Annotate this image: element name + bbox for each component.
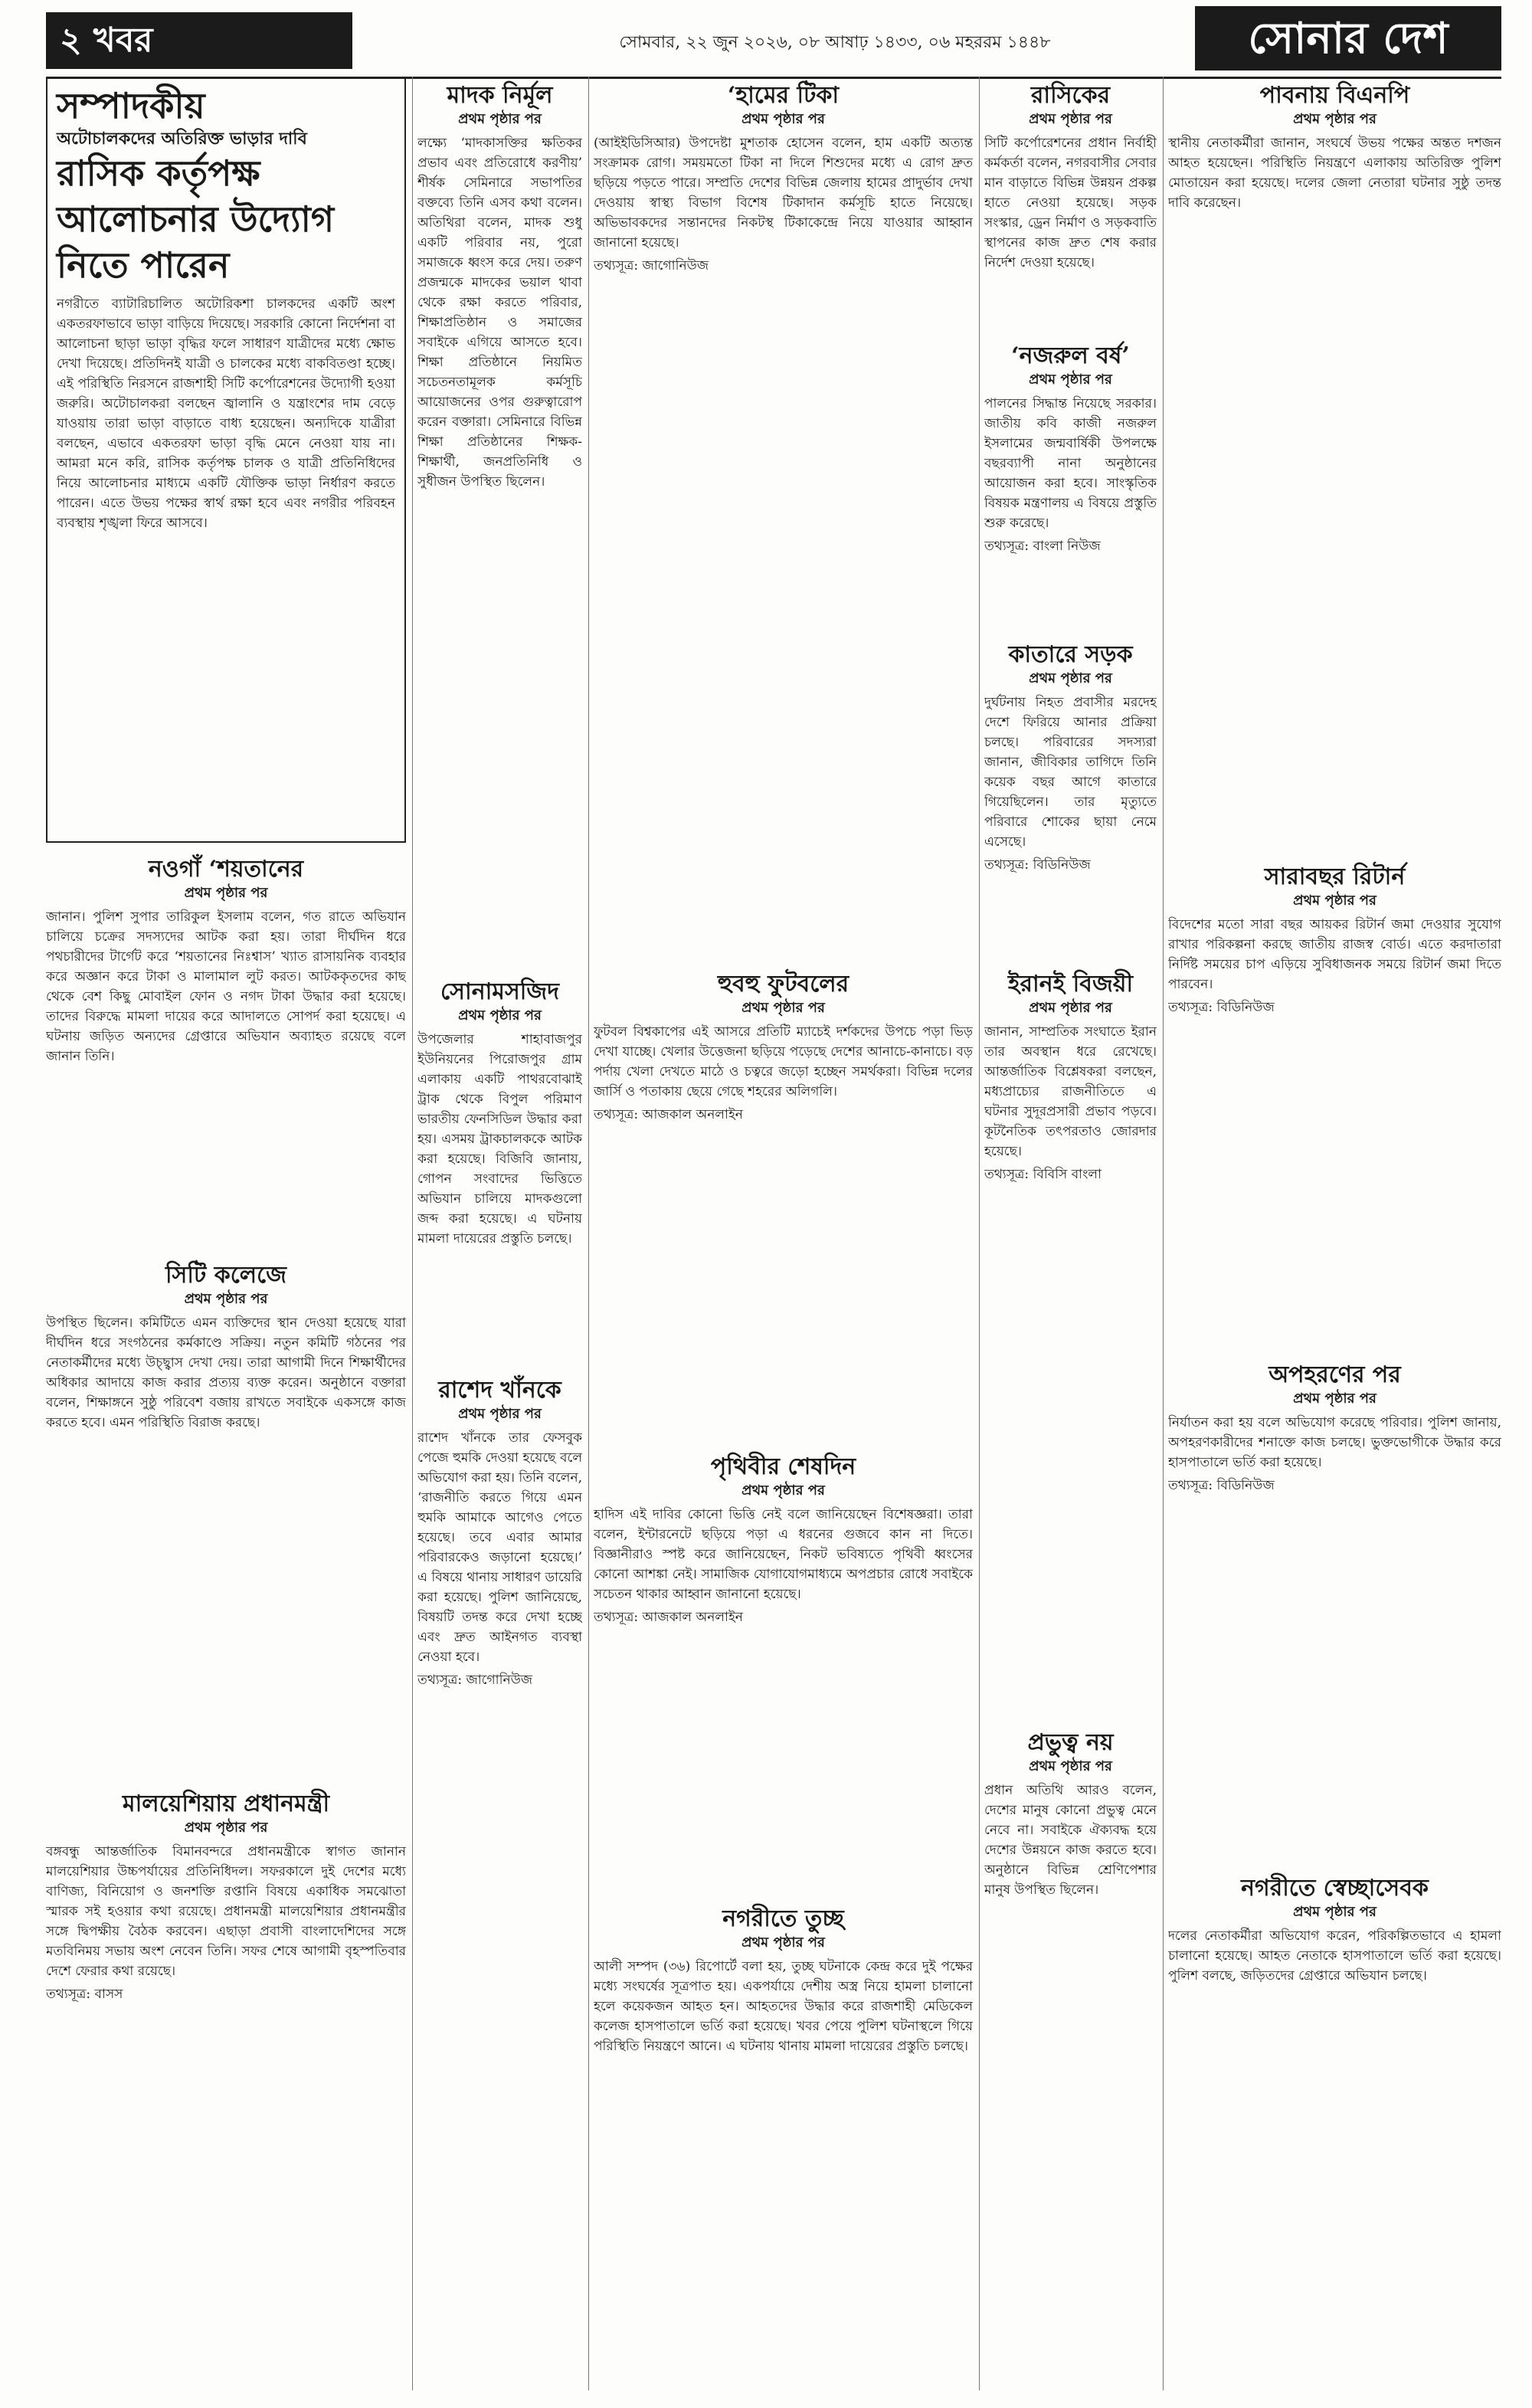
article-malaysia [46,1785,406,2390]
article-subhead: প্রথম পৃষ্ঠার পর [1293,1391,1377,1407]
article-headline: রাসিকের [1030,82,1111,109]
article-subhead: প্রথম পৃষ্ঠার পর [1029,372,1112,388]
column-divider [1163,77,1164,2390]
editorial-kicker: অটোচালকদের অতিরিক্ত ভাড়ার দাবি [57,129,307,149]
article-subhead: প্রথম পৃষ্ঠার পর [1029,111,1112,127]
article-headline: মাদক নির্মূল [447,82,553,109]
article-body: দলের নেতাকর্মীরা অভিযোগ করেন, পরিকল্পিতভাবে এ হামলা চালানো হয়েছে। আহত নেতাকে হাসপাতালে ভর্তি করা হয়েছে। পুলিশ বলছে, জড়িতদের গ্রেপ্তারে অভিযান চলছে। [1168,1928,1501,1984]
article-headline: ‘নজরুল বর্ষ’ [1011,342,1130,369]
article-body: দুর্ঘটনায় নিহত প্রবাসীর মরদেহ দেশে ফিরিয়ে আনার প্রক্রিয়া চলছে। পরিবারের সদস্যরা জানান, জীবিকার তাগিদে তিনি কয়েক বছর আগে কাতারে গিয়েছিলেন। তার মৃত্যুতে পরিবারে শোকের ছায়া নেমে এসেছে। [984,695,1157,850]
article-body: হাদিস এই দাবির কোনো ভিত্তি নেই বলে জানিয়েছেন বিশেষজ্ঞরা। তারা বলেন, ইন্টারনেটে ছড়িয়ে পড়া এ ধরনের গুজবে কান না দিতে। বিজ্ঞানীরাও স্পষ্ট করে জানিয়েছেন, নিকট ভবিষ্যতে পৃথিবী ধ্বংসের কোনো আশঙ্কা নেই। সামাজিক যোগাযোগমাধ্যমে অপপ্রচার রোধে সবাইকে সচেতন থাকার আহ্বান জানানো হয়েছে। [594,1507,973,1602]
article-body: লক্ষ্যে ‘মাদকাসক্তির ক্ষতিকর প্রভাব এবং প্রতিরোধে করণীয়’ শীর্ষক সেমিনারে সভাপতির বক্তব্যে তিনি এসব কথা বলেন। অতিথিরা বলেন, মাদক শুধু একটি পরিবার নয়, পুরো সমাজকে ধ্বংস করে দেয়। তরুণ প্রজন্মকে মাদকের ভয়াল থাবা থেকে রক্ষা করতে পরিবার, শিক্ষাপ্রতিষ্ঠান ও সমাজের সবাইকে এগিয়ে আসতে হবে। শিক্ষা প্রতিষ্ঠানে নিয়মিত সচেতনতামূলক কর্মসূচি আয়োজনের ওপর গুরুত্বারোপ করেন বক্তারা। সেমিনারে বিভিন্ন শিক্ষা প্রতিষ্ঠানের শিক্ষক-শিক্ষার্থী, জনপ্রতিনিধি ও সুধীজন উপস্থিত ছিলেন। [417,136,582,490]
article-credit: তথ্যসূত্র: বিডিনিউজ [1168,1478,1275,1493]
article-credit: তথ্যসূত্র: বিডিনিউজ [984,857,1091,873]
article-credit: তথ্যসূত্র: জাগোনিউজ [417,1672,533,1688]
article-sonamosjid [417,973,582,1364]
article-headline: সোনামসজিদ [440,978,559,1005]
article-naogaon [46,850,406,1249]
article-body: সিটি কর্পোরেশনের প্রধান নির্বাহী কর্মকর্তা বলেন, নগরবাসীর সেবার মান বাড়াতে বিভিন্ন উন্নয়ন প্রকল্প হাতে নেওয়া হয়েছে। সড়ক সংস্কার, ড্রেন নির্মাণ ও সড়কবাতি স্থাপনের কাজ দ্রুত শেষ করার নির্দেশ দেওয়া হয়েছে। [984,136,1157,270]
article-body: জানান। পুলিশ সুপার তারিকুল ইসলাম বলেন, গত রাতে অভিযান চালিয়ে চক্রের সদস্যদের আটক করা হয়। তারা দীর্ঘদিন ধরে পথচারীদের টার্গেট করে ‘শয়তানের নিঃশ্বাস’ খ্যাত রাসায়নিক ব্যবহার করে অজ্ঞান করে টাকা ও মালামাল লুট করত। আটককৃতদের কাছ থেকে বেশ কিছু মোবাইল ফোন ও নগদ টাকা উদ্ধার করা হয়েছে। তাদের বিরুদ্ধে মামলা দায়ের করে আদালতে সোপর্দ করা হয়েছে। এ ঘটনায় জড়িত অন্যদের গ্রেপ্তারে অভিযান অব্যাহত রয়েছে বলে জানান তিনি। [46,909,406,1064]
article-headline: সারাবছর রিটার্ন [1264,863,1406,890]
article-credit: তথ্যসূত্র: বাংলা নিউজ [984,539,1101,554]
article-headline: ইরানই বিজয়ী [1007,971,1134,998]
article-headline: হুবহু ফুটবলের [717,971,849,998]
article-subhead: প্রথম পৃষ্ঠার পর [458,1007,542,1024]
article-pabna [1168,77,1501,850]
article-headline: পৃথিবীর শেষদিন [710,1453,856,1480]
article-subhead: প্রথম পৃষ্ঠার পর [184,1820,268,1836]
article-prithibi [594,1448,973,1892]
article-body: নির্যাতন করা হয় বলে অভিযোগ করেছে পরিবার। পুলিশ জানায়, অপহরণকারীদের শনাক্তে কাজ চলছে। ভুক্তভোগীকে উদ্ধার করে হাসপাতালে ভর্তি করা হয়েছে। [1168,1415,1501,1470]
article-nogori [594,1900,973,2390]
article-headline: নগরীতে স্বেচ্ছাসেবক [1241,1875,1429,1902]
article-body: আলী সম্পদ (৩৬) রিপোর্টে বলা হয়, তুচ্ছ ঘটনাকে কেন্দ্র করে দুই পক্ষের মধ্যে সংঘর্ষের সূত্রপাত হয়। একপর্যায়ে দেশীয় অস্ত্র নিয়ে হামলা চালানো হলে কয়েকজন আহত হন। আহতদের উদ্ধার করে রাজশাহী মেডিকেল কলেজ হাসপাতালে ভর্তি করা হয়েছে। খবর পেয়ে পুলিশ ঘটনাস্থলে গিয়ে পরিস্থিতি নিয়ন্ত্রণে আনে। এ ঘটনায় থানায় মামলা দায়েরের প্রস্তুতি চলছে। [594,1959,973,2054]
article-subhead: প্রথম পৃষ্ঠার পর [741,1000,825,1016]
article-iran [984,965,1157,1716]
article-subhead: প্রথম পৃষ্ঠার পর [741,111,825,127]
article-madok [417,77,582,965]
page-label: ২ খবর [46,12,352,69]
article-subhead: প্রথম পৃষ্ঠার পর [458,1406,542,1422]
article-subhead: প্রথম পৃষ্ঠার পর [184,885,268,901]
article-headline: কাতারে সড়ক [1008,641,1133,668]
article-headline: প্রভুত্ব নয় [1027,1729,1114,1756]
masthead [46,6,1501,79]
article-subhead: প্রথম পৃষ্ঠার পর [458,111,542,127]
article-rashed [417,1371,582,2390]
article-body: বিদেশের মতো সারা বছর আয়কর রিটার্ন জমা দেওয়ার সুযোগ রাখার পরিকল্পনা করছে জাতীয় রাজস্ব বোর্ড। এতে করদাতারা নির্দিষ্ট সময়ের চাপ এড়িয়ে সুবিধাজনক সময়ে রিটার্ন জমা দিতে পারবেন। [1168,917,1501,992]
article-body: রাশেদ খাঁনকে তার ফেসবুক পেজে হুমকি দেওয়া হয়েছে বলে অভিযোগ করা হয়। তিনি বলেন, ‘রাজনীতি করতে গিয়ে এমন হুমকি আমাকে আগেও পেতে হয়েছে। তবে এবার আমার পরিবারকেও জড়ানো হয়েছে।’ এ বিষয়ে থানায় সাধারণ ডায়েরি করা হয়েছে। পুলিশ জানিয়েছে, বিষয়টি তদন্ত করে দেখা হচ্ছে এবং দ্রুত আইনগত ব্যবস্থা নেওয়া হবে। [417,1430,582,1665]
article-subhead: প্রথম পৃষ্ঠার পর [1029,1758,1112,1774]
article-subhead: প্রথম পৃষ্ঠার পর [1293,893,1377,909]
column-divider [588,77,589,2390]
article-hamer [594,77,973,958]
article-body: স্থানীয় নেতাকর্মীরা জানান, সংঘর্ষে উভয় পক্ষের অন্তত দশজন আহত হয়েছেন। পরিস্থিতি নিয়ন্ত্রণে এলাকায় অতিরিক্ত পুলিশ মোতায়েন করা হয়েছে। দলের জেলা নেতারা ঘটনার সুষ্ঠু তদন্ত দাবি করেছেন। [1168,136,1501,211]
article-credit: তথ্যসূত্র: আজকাল অনলাইন [594,1107,743,1122]
article-subhead: প্রথম পৃষ্ঠার পর [1293,111,1377,127]
article-football [594,965,973,1440]
newspaper-logo: সোনার দেশ [1195,6,1501,70]
editorial-body: নগরীতে ব্যাটারিচালিত অটোরিকশা চালকদের একটি অংশ একতরফাভাবে ভাড়া বাড়িয়ে দিয়েছে। সরকারি কোনো নির্দেশনা বা আলোচনা ছাড়া ভাড়া বৃদ্ধির ফলে সাধারণ যাত্রীদের মধ্যে ক্ষোভ দেখা দিয়েছে। প্রতিদিনই যাত্রী ও চালকের মধ্যে বাকবিতণ্ডা হচ্ছে। এই পরিস্থিতি নিরসনে রাজশাহী সিটি কর্পোরেশনের উদ্যোগী হওয়া জরুরি। অটোচালকরা বলছেন জ্বালানি ও যন্ত্রাংশের দাম বেড়ে যাওয়ায় তারা ভাড়া বাড়াতে বাধ্য হয়েছেন। অন্যদিকে যাত্রীরা বলছেন, এভাবে একতরফা ভাড়া বৃদ্ধি মেনে নেওয়া যায় না। আমরা মনে করি, রাসিক কর্তৃপক্ষ চালক ও যাত্রী প্রতিনিধিদের নিয়ে আলোচনার মাধ্যমে একটি যৌক্তিক ভাড়া নির্ধারণ করতে পারেন। এতে উভয় পক্ষের স্বার্থ রক্ষা হবে এবং নগরীর পরিবহন ব্যবস্থায় শৃঙ্খলা ফিরে আসবে। [57,296,395,531]
article-body: প্রধান অতিথি আরও বলেন, দেশের মানুষ কোনো প্রভুত্ব মেনে নেবে না। সবাইকে ঐক্যবদ্ধ হয়ে দেশের উন্নয়নে কাজ করতে হবে। অনুষ্ঠানে বিভিন্ন শ্রেণিপেশার মানুষ উপস্থিত ছিলেন। [984,1783,1157,1898]
article-credit: তথ্যসূত্র: আজকাল অনলাইন [594,1610,743,1625]
article-nazrul [984,337,1157,628]
article-body: ফুটবল বিশ্বকাপের এই আসরে প্রতিটি ম্যাচেই দর্শকদের উপচে পড়া ভিড় দেখা যাচ্ছে। খেলার উত্তেজনা ছড়িয়ে পড়েছে দেশের আনাচে-কানাচে। বড় পর্দায় খেলা দেখতে মাঠে ও চত্বরে জড়ো হচ্ছেন সমর্থকরা। বিভিন্ন দলের জার্সি ও পতাকায় ছেয়ে গেছে শহরের অলিগলি। [594,1024,973,1099]
article-probhutto [984,1724,1157,2390]
article-credit: তথ্যসূত্র: বিবিসি বাংলা [984,1167,1102,1182]
article-headline: ‘হামের টিকা [727,82,840,109]
dateline: সোমবার, ২২ জুন ২০২৬, ০৮ আষাঢ় ১৪৩৩, ০৬ মহররম ১৪৪৮ [619,33,1051,52]
article-return [1168,858,1501,1348]
article-credit: তথ্যসূত্র: বিডিনিউজ [1168,1000,1275,1015]
article-city-college [46,1256,406,1777]
article-body: উপস্থিত ছিলেন। কমিটিতে এমন ব্যক্তিদের স্থান দেওয়া হয়েছে যারা দীর্ঘদিন ধরে সংগঠনের কর্মকাণ্ডে সক্রিয়। নতুন কমিটি গঠনের পর নেতাকর্মীদের মধ্যে উচ্ছ্বাস দেখা দেয়। তারা আগামী দিনে শিক্ষার্থীদের অধিকার আদায়ে কাজ করার প্রত্যয় ব্যক্ত করেন। অনুষ্ঠানে বক্তারা বলেন, শিক্ষাঙ্গনে সুষ্ঠু পরিবেশ বজায় রাখতে সবাইকে একসঙ্গে কাজ করতে হবে। এমন পরিস্থিতি বিরাজ করছে। [46,1315,406,1430]
article-headline: অপহরণের পর [1268,1361,1401,1388]
column-divider [412,77,413,2390]
article-headline: পাবনায় বিএনপি [1259,82,1410,109]
article-headline: রাশেদ খাঁনকে [438,1377,561,1404]
article-headline: নওগাঁ ‘শয়তানের [148,856,304,883]
article-subhead: প্রথম পৃষ্ঠার পর [1029,670,1112,686]
editorial-section-title: সম্পাদকীয় [57,85,205,126]
article-body: বঙ্গবন্ধু আন্তর্জাতিক বিমানবন্দরে প্রধানমন্ত্রীকে স্বাগত জানান মালয়েশিয়ার উচ্চপর্যায়ের প্রতিনিধিদল। সফরকালে দুই দেশের মধ্যে বাণিজ্য, বিনিয়োগ ও জনশক্তি রপ্তানি বিষয়ে একাধিক সমঝোতা স্মারক সই হওয়ার কথা রয়েছে। প্রধানমন্ত্রী মালয়েশিয়ার প্রধানমন্ত্রীর সঙ্গে দ্বিপক্ষীয় বৈঠক করবেন। এছাড়া প্রবাসী বাংলাদেশিদের সঙ্গে মতবিনিময় সভায় অংশ নেবেন তিনি। সফর শেষে আগামী বৃহস্পতিবার দেশে ফেরার কথা রয়েছে। [46,1844,406,1979]
article-credit: তথ্যসূত্র: জাগোনিউজ [594,258,709,274]
column-divider [979,77,980,2390]
article-headline: নগরীতে তুচ্ছ [722,1905,844,1932]
article-swechha [1168,1869,1501,2390]
article-headline: মালয়েশিয়ায় প্রধানমন্ত্রী [122,1790,330,1817]
article-body: জানান, সাম্প্রতিক সংঘাতে ইরান তার অবস্থান ধরে রেখেছে। আন্তর্জাতিক বিশ্লেষকরা বলছেন, মধ্যপ্রাচ্যের রাজনীতিতে এ ঘটনার সুদূরপ্রসারী প্রভাব পড়বে। কূটনৈতিক তৎপরতাও জোরদার হয়েছে। [984,1024,1157,1159]
article-body: পালনের সিদ্ধান্ত নিয়েছে সরকার। জাতীয় কবি কাজী নজরুল ইসলামের জন্মবার্ষিকী উপলক্ষে বছরব্যাপী নানা অনুষ্ঠানের আয়োজন করা হবে। সাংস্কৃতিক বিষয়ক মন্ত্রণালয় এ বিষয়ে প্রস্তুতি শুরু করেছে। [984,396,1157,531]
article-subhead: প্রথম পৃষ্ঠার পর [1029,1000,1112,1016]
article-subhead: প্রথম পৃষ্ঠার পর [1293,1904,1377,1920]
article-oporadh [1168,1356,1501,1862]
article-headline: সিটি কলেজে [165,1262,287,1289]
article-subhead: প্রথম পৃষ্ঠার পর [184,1291,268,1307]
article-katar [984,636,1157,958]
article-subhead: প্রথম পৃষ্ঠার পর [741,1482,825,1499]
article-credit: তথ্যসূত্র: বাসস [46,1987,123,2002]
article-body: উপজেলার শাহাবাজপুর ইউনিয়নের পিরোজপুর গ্রাম এলাকায় একটি পাথরবোঝাই ট্রাক থেকে বিপুল পরিমাণ ভারতীয় ফেনসিডিল উদ্ধার করা হয়। এসময় ট্রাকচালককে আটক করা হয়েছে। বিজিবি জানায়, গোপন সংবাদের ভিত্তিতে অভিযান চালিয়ে মাদকগুলো জব্দ করা হয়েছে। এ ঘটনায় মামলা দায়েরের প্রস্তুতি চলছে। [417,1032,582,1247]
editorial-headline: রাসিক কর্তৃপক্ষ আলোচনার উদ্যোগ নিতে পারেন [57,152,335,286]
article-body: (আইইডিসিআর) উপদেষ্টা মুশতাক হোসেন বলেন, হাম একটি অত্যন্ত সংক্রামক রোগ। সময়মতো টিকা না দিলে শিশুদের মধ্যে এ রোগ দ্রুত ছড়িয়ে পড়তে পারে। সম্প্রতি দেশের বিভিন্ন জেলায় হামের প্রাদুর্ভাব দেখা দেওয়ায় স্বাস্থ্য বিভাগ বিশেষ টিকাদান কর্মসূচি হাতে নিয়েছে। অভিভাবকদের সন্তানদের নিকটস্থ টিকাকেন্দ্রে নিয়ে যাওয়ার আহ্বান জানানো হয়েছে। [594,136,973,251]
article-rasiker [984,77,1157,329]
article-subhead: প্রথম পৃষ্ঠার পর [741,1935,825,1951]
editorial-box [46,77,406,843]
